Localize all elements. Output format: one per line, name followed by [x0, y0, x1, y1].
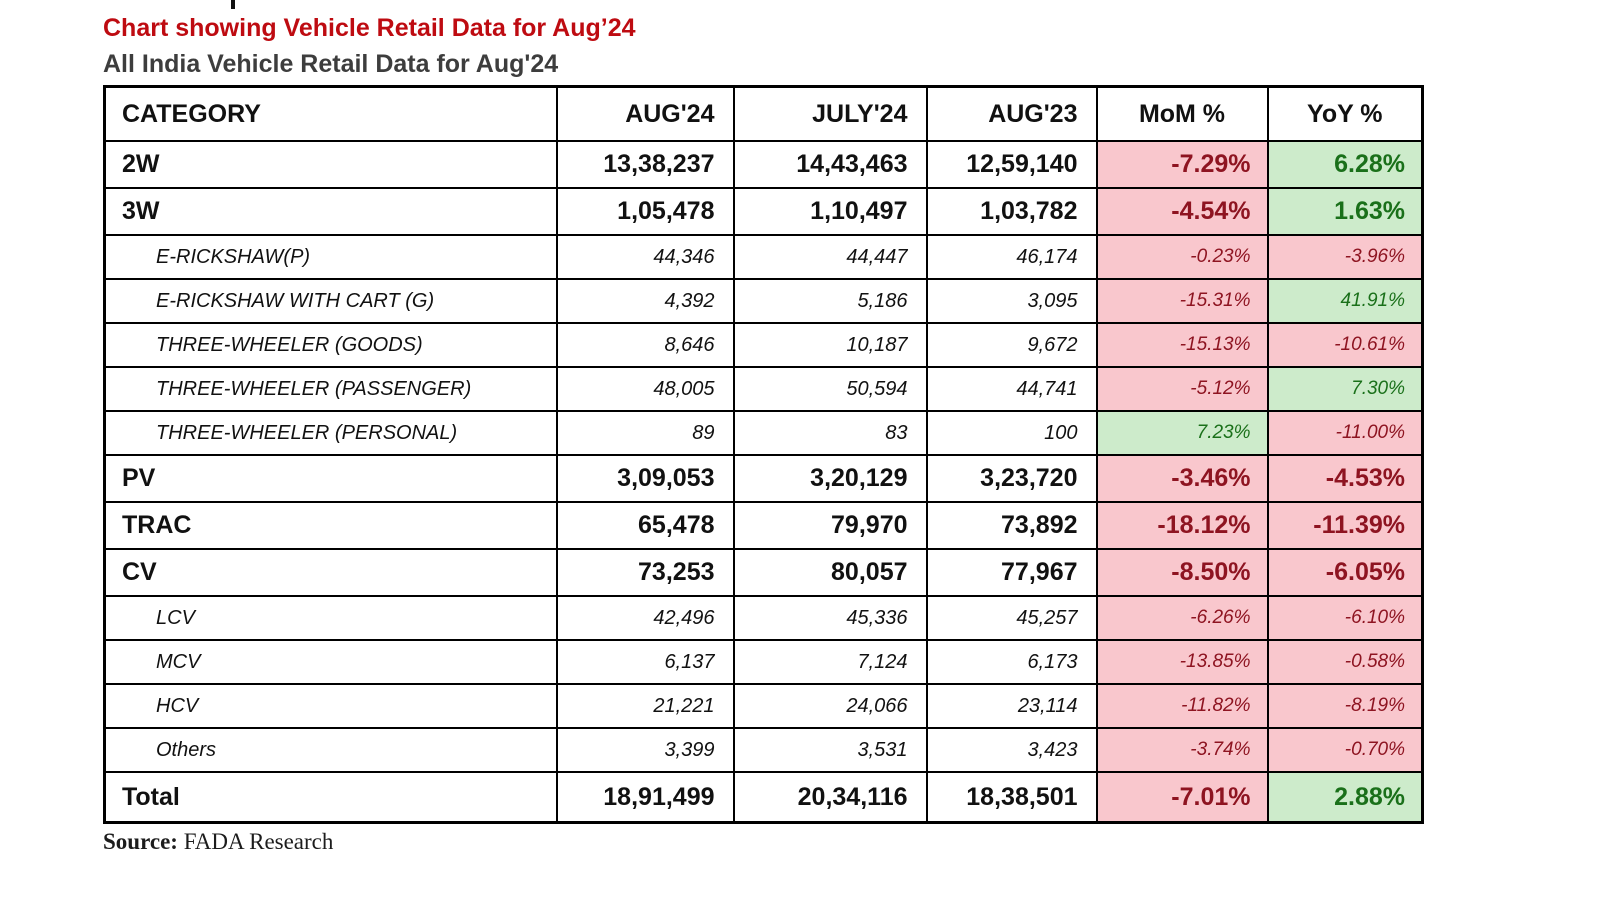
table-row — [105, 502, 1423, 549]
table-row — [105, 141, 1423, 188]
cell-yoy: 41.91% — [1268, 279, 1423, 323]
table-row — [105, 279, 1423, 323]
cell-category: Others — [105, 728, 557, 772]
cell-yoy: -11.00% — [1268, 411, 1423, 455]
cell-aug23: 100 — [927, 411, 1097, 455]
table-row — [105, 188, 1423, 235]
cell-mom: -8.50% — [1097, 549, 1268, 596]
cell-category: E-RICKSHAW WITH CART (G) — [105, 279, 557, 323]
column-header-aug24: AUG'24 — [557, 87, 734, 142]
cell-july24: 83 — [734, 411, 927, 455]
cell-july24: 79,970 — [734, 502, 927, 549]
cell-aug24: 42,496 — [557, 596, 734, 640]
cell-aug24: 73,253 — [557, 549, 734, 596]
cell-category: E-RICKSHAW(P) — [105, 235, 557, 279]
cell-yoy: -8.19% — [1268, 684, 1423, 728]
cell-aug24: 3,09,053 — [557, 455, 734, 502]
cell-mom: -18.12% — [1097, 502, 1268, 549]
cropped-text-artifact — [231, 0, 235, 9]
column-header-aug23: AUG'23 — [927, 87, 1097, 142]
column-header-mom: MoM % — [1097, 87, 1268, 142]
cell-july24: 14,43,463 — [734, 141, 927, 188]
cell-july24: 7,124 — [734, 640, 927, 684]
table-row — [105, 235, 1423, 279]
cell-aug23: 45,257 — [927, 596, 1097, 640]
cell-yoy: -4.53% — [1268, 455, 1423, 502]
cell-mom: -3.46% — [1097, 455, 1268, 502]
table-row — [105, 323, 1423, 367]
table-row — [105, 549, 1423, 596]
cell-aug24: 21,221 — [557, 684, 734, 728]
cell-mom: -6.26% — [1097, 596, 1268, 640]
table-header — [105, 87, 1423, 142]
cell-aug23: 3,095 — [927, 279, 1097, 323]
table-row — [105, 411, 1423, 455]
cell-yoy: 1.63% — [1268, 188, 1423, 235]
cell-july24: 50,594 — [734, 367, 927, 411]
cell-aug24: 65,478 — [557, 502, 734, 549]
cell-aug24: 6,137 — [557, 640, 734, 684]
table-row — [105, 728, 1423, 772]
cell-aug23: 3,23,720 — [927, 455, 1097, 502]
table-row — [105, 596, 1423, 640]
cell-category: TRAC — [105, 502, 557, 549]
table-row — [105, 367, 1423, 411]
cell-category: THREE-WHEELER (PERSONAL) — [105, 411, 557, 455]
cell-yoy: -10.61% — [1268, 323, 1423, 367]
cell-category: LCV — [105, 596, 557, 640]
table-subtitle: All India Vehicle Retail Data for Aug'24 — [103, 50, 559, 78]
cell-mom: -0.23% — [1097, 235, 1268, 279]
cell-category: MCV — [105, 640, 557, 684]
header-row — [105, 87, 1423, 142]
column-header-july24: JULY'24 — [734, 87, 927, 142]
source-value: FADA Research — [183, 829, 334, 854]
page-title: Chart showing Vehicle Retail Data for Aug’24 — [103, 14, 636, 42]
cell-july24: 45,336 — [734, 596, 927, 640]
cell-aug23: 23,114 — [927, 684, 1097, 728]
column-header-category: CATEGORY — [105, 87, 557, 142]
cell-aug24: 18,91,499 — [557, 772, 734, 823]
cell-aug24: 8,646 — [557, 323, 734, 367]
cell-mom: -4.54% — [1097, 188, 1268, 235]
cell-yoy: 2.88% — [1268, 772, 1423, 823]
cell-category: Total — [105, 772, 557, 823]
cell-yoy: -6.10% — [1268, 596, 1423, 640]
cell-aug23: 73,892 — [927, 502, 1097, 549]
cell-aug23: 3,423 — [927, 728, 1097, 772]
cell-yoy: 6.28% — [1268, 141, 1423, 188]
cell-category: PV — [105, 455, 557, 502]
cell-aug23: 1,03,782 — [927, 188, 1097, 235]
cell-yoy: -11.39% — [1268, 502, 1423, 549]
table-row — [105, 772, 1423, 823]
cell-category: HCV — [105, 684, 557, 728]
cell-aug23: 46,174 — [927, 235, 1097, 279]
cell-mom: -3.74% — [1097, 728, 1268, 772]
cell-july24: 80,057 — [734, 549, 927, 596]
cell-aug23: 44,741 — [927, 367, 1097, 411]
cell-aug23: 9,672 — [927, 323, 1097, 367]
cell-yoy: -0.70% — [1268, 728, 1423, 772]
cell-july24: 1,10,497 — [734, 188, 927, 235]
cell-mom: -11.82% — [1097, 684, 1268, 728]
cell-july24: 3,531 — [734, 728, 927, 772]
cell-aug24: 4,392 — [557, 279, 734, 323]
cell-mom: -15.31% — [1097, 279, 1268, 323]
cell-july24: 24,066 — [734, 684, 927, 728]
cell-yoy: 7.30% — [1268, 367, 1423, 411]
cell-mom: -5.12% — [1097, 367, 1268, 411]
cell-category: CV — [105, 549, 557, 596]
cell-aug23: 6,173 — [927, 640, 1097, 684]
vehicle-retail-table — [103, 85, 1424, 824]
cell-category: 2W — [105, 141, 557, 188]
cell-yoy: -0.58% — [1268, 640, 1423, 684]
cell-july24: 5,186 — [734, 279, 927, 323]
report-container — [103, 14, 1421, 855]
table-row — [105, 640, 1423, 684]
cell-mom: -7.29% — [1097, 141, 1268, 188]
column-header-yoy: YoY % — [1268, 87, 1423, 142]
source-line — [103, 829, 1421, 855]
cell-yoy: -3.96% — [1268, 235, 1423, 279]
cell-mom: -13.85% — [1097, 640, 1268, 684]
cell-aug24: 89 — [557, 411, 734, 455]
cell-aug24: 48,005 — [557, 367, 734, 411]
cell-category: THREE-WHEELER (PASSENGER) — [105, 367, 557, 411]
cell-aug24: 13,38,237 — [557, 141, 734, 188]
cell-aug23: 77,967 — [927, 549, 1097, 596]
cell-aug24: 1,05,478 — [557, 188, 734, 235]
cell-aug24: 44,346 — [557, 235, 734, 279]
table-body — [105, 141, 1423, 823]
cell-aug23: 12,59,140 — [927, 141, 1097, 188]
table-row — [105, 455, 1423, 502]
cell-mom: 7.23% — [1097, 411, 1268, 455]
cell-july24: 20,34,116 — [734, 772, 927, 823]
cell-july24: 10,187 — [734, 323, 927, 367]
cell-aug23: 18,38,501 — [927, 772, 1097, 823]
cell-aug24: 3,399 — [557, 728, 734, 772]
cell-category: 3W — [105, 188, 557, 235]
cell-mom: -7.01% — [1097, 772, 1268, 823]
cell-mom: -15.13% — [1097, 323, 1268, 367]
cell-july24: 3,20,129 — [734, 455, 927, 502]
cell-category: THREE-WHEELER (GOODS) — [105, 323, 557, 367]
cell-july24: 44,447 — [734, 235, 927, 279]
source-label: Source: — [103, 829, 178, 854]
cell-yoy: -6.05% — [1268, 549, 1423, 596]
table-row — [105, 684, 1423, 728]
